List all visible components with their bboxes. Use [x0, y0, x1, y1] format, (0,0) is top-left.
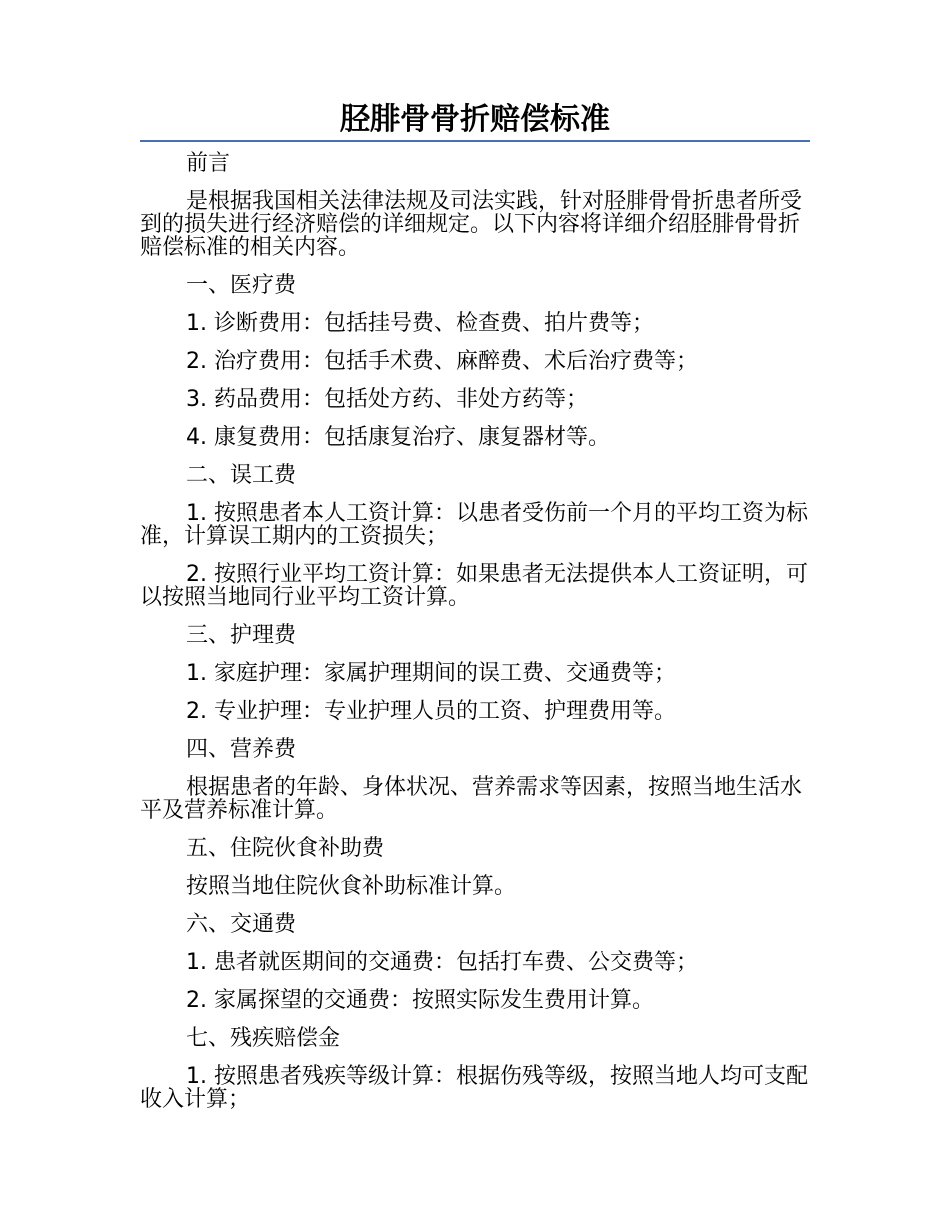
list-item: 2. 家属探望的交通费：按照实际发生费用计算。 — [186, 988, 654, 1013]
section-heading-lost-wages: 二、误工费 — [186, 463, 297, 488]
document-page — [140, 100, 810, 1126]
list-item: 3. 药品费用：包括处方药、非处方药等； — [186, 387, 588, 412]
list-item: 1. 按照患者残疾等级计算：根据伤残等级，按照当地人均可支配收入计算； — [140, 1064, 808, 1112]
section-heading-nutrition: 四、营养费 — [186, 737, 297, 762]
list-item: 1. 诊断费用：包括挂号费、检查费、拍片费等； — [186, 311, 654, 336]
section-heading-disability: 七、残疾赔偿金 — [186, 1026, 341, 1051]
list-item: 根据患者的年龄、身体状况、营养需求等因素，按照当地生活水平及营养标准计算。 — [140, 775, 803, 823]
title-underline — [140, 140, 810, 142]
list-item: 1. 按照患者本人工资计算：以患者受伤前一个月的平均工资为标准，计算误工期内的工资损失； — [140, 501, 808, 549]
preface-heading: 前言 — [186, 151, 231, 176]
list-item: 1. 家庭护理：家属护理期间的误工费、交通费等； — [186, 661, 676, 686]
section-heading-nursing: 三、护理费 — [186, 623, 297, 648]
preface-paragraph: 是根据我国相关法律法规及司法实践，针对胫腓骨骨折患者所受到的损失进行经济赔偿的详细规定。以下内容将详细介绍胫腓骨骨折赔偿标准的相关内容。 — [140, 189, 803, 260]
list-item: 4. 康复费用：包括康复治疗、康复器材等。 — [186, 425, 610, 450]
list-item: 2. 治疗费用：包括手术费、麻醉费、术后治疗费等； — [186, 349, 698, 374]
section-heading-medical: 一、医疗费 — [186, 273, 297, 298]
list-item: 按照当地住院伙食补助标准计算。 — [186, 874, 517, 899]
list-item: 1. 患者就医期间的交通费：包括打车费、公交费等； — [186, 950, 698, 975]
list-item: 2. 按照行业平均工资计算：如果患者无法提供本人工资证明，可以按照当地同行业平均工资计算。 — [140, 562, 808, 610]
section-heading-transport: 六、交通费 — [186, 912, 297, 937]
list-item: 2. 专业护理：专业护理人员的工资、护理费用等。 — [186, 699, 676, 724]
document-title: 胫腓骨骨折赔偿标准 — [340, 102, 610, 137]
section-heading-meal-subsidy: 五、住院伙食补助费 — [186, 836, 385, 861]
